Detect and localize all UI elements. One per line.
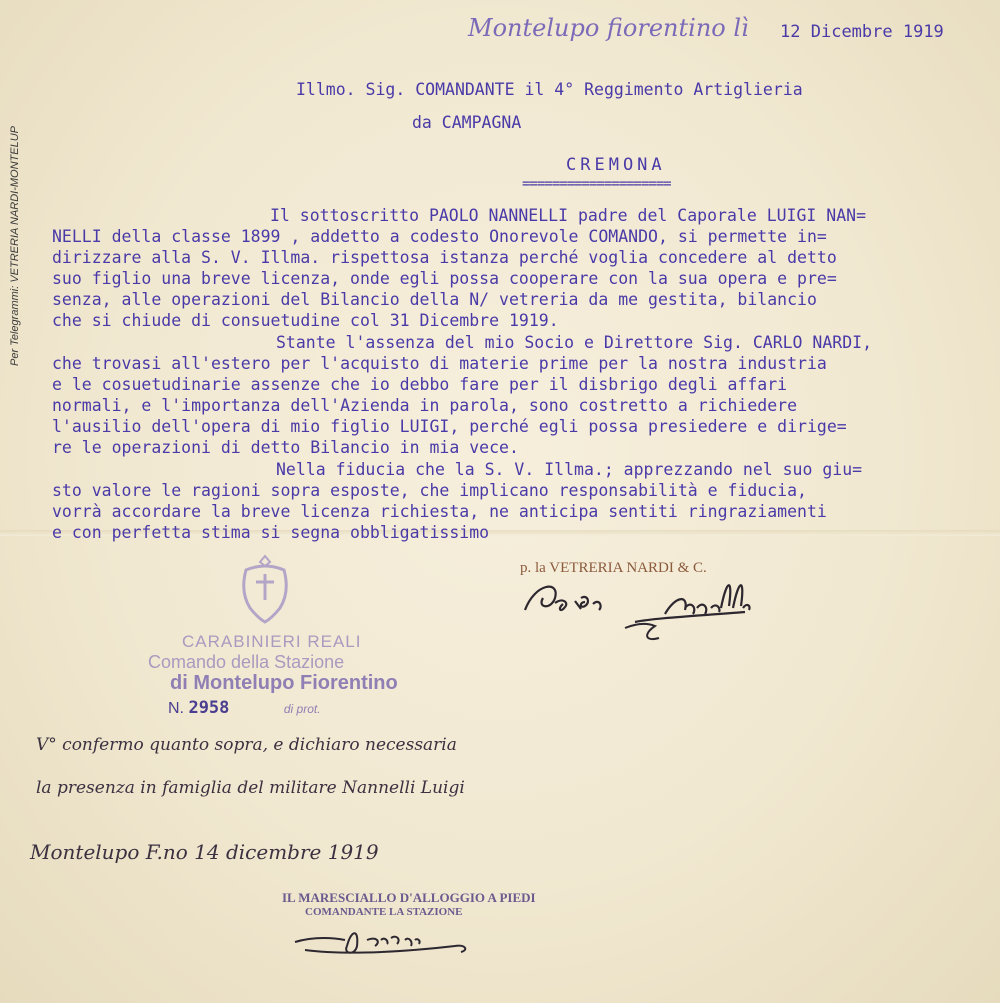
telegram-prefix: Per Telegrammi: <box>9 285 21 367</box>
body-line: e con perfetta stima si segna obbligatissimo <box>52 523 490 542</box>
carabinieri-stamp-line-3: di Montelupo Fiorentino <box>170 672 398 694</box>
protocol-label: di prot. <box>283 702 321 716</box>
handwritten-note-date: Montelupo F.no 14 dicembre 1919 <box>30 840 379 864</box>
body-line: e le cosuetudinarie assenze che io debbo fare per il disbrigo degli affari <box>52 375 788 394</box>
protocol-number-value: 2958 <box>188 698 230 718</box>
city-underline: ==================== <box>522 176 671 192</box>
body-line: NELLI della classe 1899 , addetto a codesto Onorevole COMANDO, si permette in= <box>52 227 827 246</box>
body-line: l'ausilio dell'opera di mio figlio LUIGI, perché egli possa presiedere e dirige= <box>52 417 847 436</box>
telegram-address: VETRERIA NARDI-MONTELUP <box>9 125 21 283</box>
body-line: vorrà accordare la breve licenza richiesta, ne anticipa sentiti ringraziamenti <box>52 502 827 521</box>
handwritten-note-line-1: V° confermo quanto sopra, e dichiaro necessaria <box>36 735 457 755</box>
body-line: Il sottoscritto PAOLO NANNELLI padre del Caporale LUIGI NAN= <box>270 206 867 225</box>
protocol-prefix: N. <box>168 700 184 717</box>
protocol-number <box>168 698 321 718</box>
body-line: che si chiude di consuetudine col 31 Dicembre 1919. <box>52 311 559 330</box>
letterhead-place: Montelupo fiorentino lì <box>468 14 749 42</box>
telegram-address-margin <box>9 81 21 411</box>
addressee-line-2: da CAMPAGNA <box>412 113 522 132</box>
body-line: che trovasi all'estero per l'acquisto di materie prime per la nostra industria <box>52 354 827 373</box>
body-line: senza, alle operazioni del Bilancio della N/ vetreria da me gestita, bilancio <box>52 290 817 309</box>
body-line: suo figlio una breve licenza, onde egli possa cooperare con la sua opera e pre= <box>52 269 837 288</box>
addressee-city: CREMONA <box>566 155 666 175</box>
paolo-nannelli-signature <box>515 568 825 648</box>
carabinieri-stamp-line-2: Comando della Stazione <box>148 652 345 672</box>
company-stamp: p. la VETRERIA NARDI & C. <box>520 560 707 576</box>
body-line: sto valore le ragioni sopra esposte, che implicano responsabilità e fiducia, <box>52 481 807 500</box>
officer-stamp-line-1: IL MARESCIALLO D'ALLOGGIO A PIEDI <box>282 890 536 905</box>
body-line: re le operazioni di detto Bilancio in mia vece. <box>52 438 519 457</box>
body-line: dirizzare alla S. V. Illma. rispettosa istanza perché voglia concedere al detto <box>52 248 837 267</box>
carabinieri-stamp-line-1: CARABINIERI REALI <box>182 632 362 651</box>
date-month-year: Dicembre 1919 <box>810 22 944 42</box>
marshal-signature <box>285 918 505 958</box>
letter-date <box>780 22 944 42</box>
body-line: normali, e l'importanza dell'Azienda in parola, sono costretto a richiedere <box>52 396 798 415</box>
date-day: 12 <box>780 22 801 42</box>
body-line: Nella fiducia che la S. V. Illma.; apprezzando nel suo giu= <box>276 460 863 479</box>
officer-stamp-line-2: COMANDANTE LA STAZIONE <box>305 906 463 918</box>
body-line: Stante l'assenza del mio Socio e Direttore Sig. CARLO NARDI, <box>276 333 873 352</box>
handwritten-note-line-2: la presenza in famiglia del militare Nannelli Luigi <box>36 778 465 798</box>
addressee-line-1: Illmo. Sig. COMANDANTE il 4° Reggimento Artiglieria <box>296 80 803 99</box>
royal-crest-seal-icon <box>234 552 296 624</box>
